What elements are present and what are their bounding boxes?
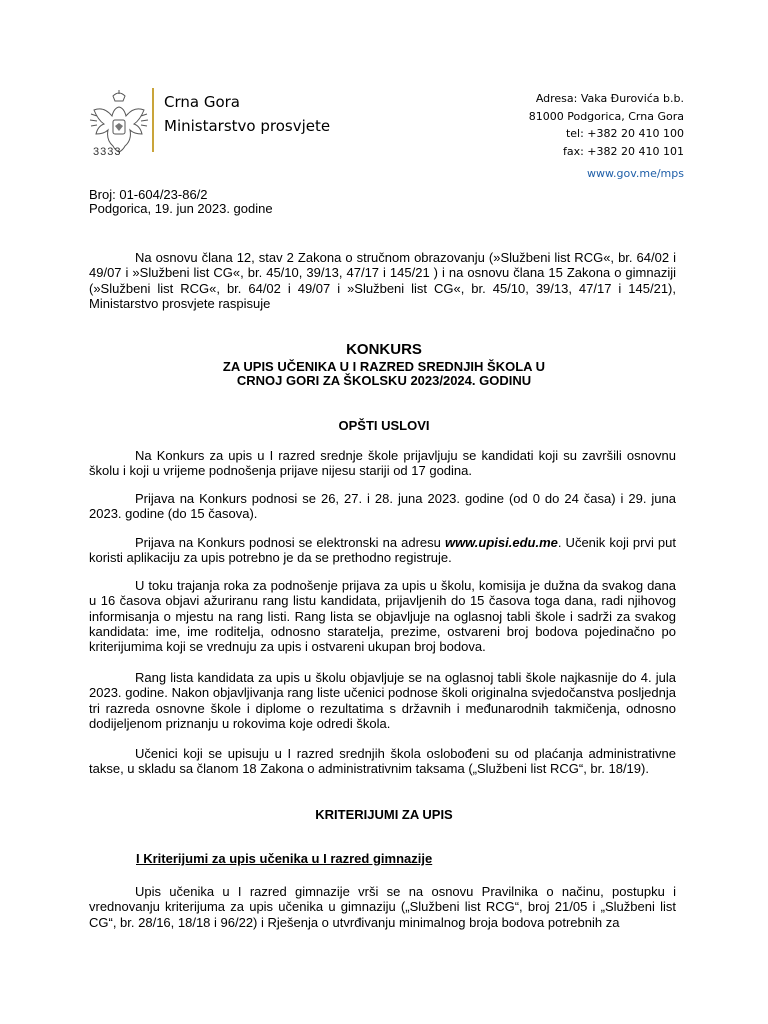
intro-text: Na osnovu člana 12, stav 2 Zakona o stručnom obrazovanju (»Službeni list RCG«, br. 64/02 i 49/07 i »Službeni list CG«, br. 45/10, 39/13, 47/17 i 145/21 ) i na osnovu člana 15 Zakona o gimnaziji (»Službeni list RCG«, br. 64/02 i 49/07 i »Službeni list CG«, br. 45/10, 39/13, 47/17 i 145/21), Ministarstvo prosvjete raspisuje (89, 250, 676, 311)
ranklist-text: U toku trajanja roka za podnošenje prijava za upis u školu, komisija je dužna da svakog dana u 16 časova objavi ažuriranu rang listu kandidata, prijavljenih do 15 časova toga dana, radi njihovog informisanja o mjestu na rang listi. Rang lista se objavljuje na oglasnoj tabli škole i sadrži za svakog kandidata: ime, ime roditelja, odnosno staratelja, prezime, ostvareni broj bodova pojedinačno po kriterijumima koji se vrednuju za upis i ostvareni ukupan broj bodova. (89, 578, 676, 655)
paragraph-ranklist (89, 578, 676, 654)
document-number: Broj: 01-604/23-86/2 (89, 187, 208, 202)
ministry-name: Ministarstvo prosvjete (164, 117, 331, 135)
subtitle-line-2: CRNOJ GORI ZA ŠKOLSKU 2023/2024. GODINU (236, 373, 532, 388)
address-city: 81000 Podgorica, Crna Gora (528, 109, 684, 123)
contact-block (529, 90, 684, 183)
phone: tel: +382 20 410 100 (565, 127, 684, 140)
section-heading-general: OPŠTI USLOVI (338, 418, 430, 433)
address-line: Adresa: Vaka Đurovića b.b. (535, 92, 684, 105)
subheading-gymnasium: I Kriterijumi za upis učenika u I razred gimnazije (136, 851, 433, 866)
paragraph-dates (89, 491, 676, 522)
fax: fax: +382 20 410 101 (562, 144, 684, 158)
paragraph-fees (89, 746, 676, 777)
header-divider (152, 88, 154, 152)
subtitle-line-1: ZA UPIS UČENIKA U I RAZRED SREDNJIH ŠKOLA U (222, 359, 546, 374)
publication-text: Rang lista kandidata za upis u školu objavljuje se na oglasnoj tabli škole najkasnije do 4. jula 2023. godine. Nakon objavljivanja rang liste učenici podnose školi originalna svjedočanstva posljednja tri razreda osnovne škole i diplome o rezultatima s državnih i međunarodnih takmičenja, odnosno dodijeljenom priznanju u rokovima koje odredi škola. (89, 670, 676, 731)
paragraph-publication (89, 670, 676, 731)
online-text-after: . Učenik koji prvi put koristi aplikaciju za upis potrebno je da se prethodno registruje. (89, 535, 676, 566)
emblem-code: 3333 (93, 146, 122, 158)
website-link[interactable]: www.gov.me/mps (587, 167, 684, 180)
paragraph-gymnasium (89, 884, 676, 930)
paragraph-online (89, 535, 676, 566)
upisi-link[interactable]: www.upisi.edu.me (444, 535, 558, 550)
document-subtitle (0, 360, 768, 388)
document-place-date: Podgorica, 19. jun 2023. godine (89, 201, 273, 216)
fees-text: Učenici koji se upisuju u I razred srednjih škola oslobođeni su od plaćanja administrativne takse, u skladu sa članom 18 Zakona o administrativnim taksama („Službeni list RCG“, br. 18/19). (89, 746, 676, 777)
intro-paragraph (89, 250, 676, 311)
document-title: KONKURS (346, 341, 422, 358)
document-meta (89, 188, 273, 216)
gymnasium-text: Upis učenika u I razred gimnazije vrši se na osnovu Pravilnika o načinu, postupku i vrednovanju kriterijuma za upis učenika u gimnaziju („Službeni list RCG“, broj 21/05 i „Službeni list CG“, br. 28/16, 18/18 i 96/22) i Rješenja o utvrđivanju minimalnog broja bodova potrebnih za (89, 884, 676, 930)
eligibility-text: Na Konkurs za upis u I razred srednje škole prijavljuju se kandidati koji su završili osnovnu školu i koji u vrijeme podnošenja prijave nijesu stariji od 17 godina. (89, 448, 676, 479)
online-text-before: Prijava na Konkurs podnosi se elektronski na adresu (135, 535, 445, 550)
country-name: Crna Gora (164, 93, 241, 111)
section-heading-criteria: KRITERIJUMI ZA UPIS (315, 807, 453, 822)
dates-text: Prijava na Konkurs podnosi se 26, 27. i 28. juna 2023. godine (od 0 do 24 časa) i 29. juna 2023. godine (do 15 časova). (89, 491, 676, 522)
paragraph-eligibility (89, 448, 676, 479)
